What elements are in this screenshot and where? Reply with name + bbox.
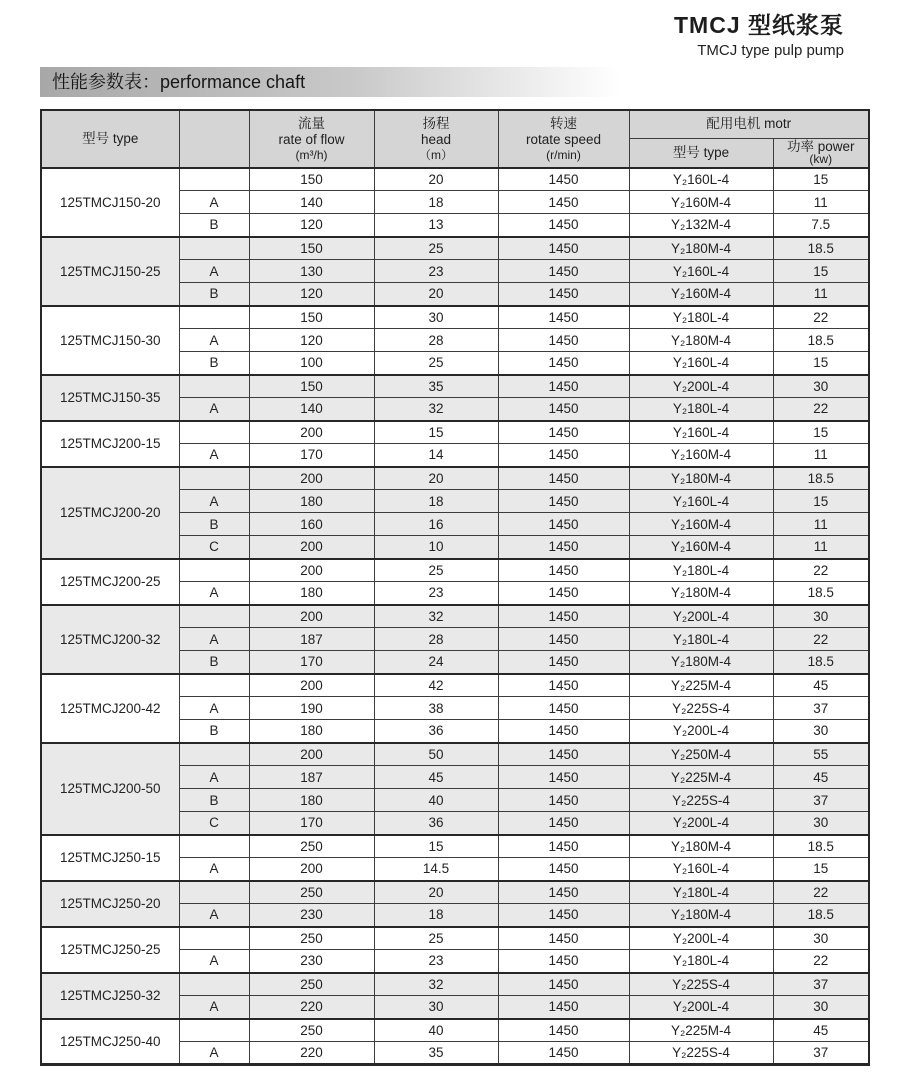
flow-cell: 230 <box>249 950 374 973</box>
power-cell: 18.5 <box>773 237 869 260</box>
motor-model-cell: Y₂180L-4 <box>629 306 773 329</box>
speed-cell: 1450 <box>498 490 629 513</box>
power-cell: 22 <box>773 559 869 582</box>
variant-cell <box>179 835 249 858</box>
power-cell: 30 <box>773 720 869 743</box>
head-cell: 25 <box>374 352 498 375</box>
variant-cell: A <box>179 444 249 467</box>
head-label-en: head <box>420 131 452 147</box>
power-cell: 37 <box>773 697 869 720</box>
motor-model-cell: Y₂132M-4 <box>629 214 773 237</box>
table-row <box>41 237 869 260</box>
speed-unit: (r/min) <box>546 147 581 162</box>
power-cell: 15 <box>773 168 869 191</box>
speed-cell: 1450 <box>498 812 629 835</box>
table-row <box>41 835 869 858</box>
model-cell: 125TMCJ250-20 <box>41 881 179 927</box>
motor-model-cell: Y₂160M-4 <box>629 513 773 536</box>
flow-cell: 200 <box>249 674 374 697</box>
head-cell: 20 <box>374 283 498 306</box>
flow-cell: 180 <box>249 720 374 743</box>
power-cell: 30 <box>773 605 869 628</box>
head-cell: 50 <box>374 743 498 766</box>
variant-cell: C <box>179 536 249 559</box>
variant-cell: B <box>179 214 249 237</box>
head-cell: 23 <box>374 582 498 605</box>
flow-label-en: rate of flow <box>278 131 345 147</box>
power-cell: 18.5 <box>773 835 869 858</box>
power-cell: 22 <box>773 950 869 973</box>
speed-cell: 1450 <box>498 858 629 881</box>
motor-power-label: 功率 power <box>786 138 855 154</box>
power-cell: 15 <box>773 352 869 375</box>
head-cell: 24 <box>374 651 498 674</box>
flow-cell: 187 <box>249 766 374 789</box>
variant-cell: A <box>179 398 249 421</box>
flow-cell: 140 <box>249 191 374 214</box>
speed-cell: 1450 <box>498 720 629 743</box>
flow-cell: 150 <box>249 306 374 329</box>
head-cell: 42 <box>374 674 498 697</box>
col-header-variant <box>179 110 249 168</box>
power-cell: 11 <box>773 444 869 467</box>
model-cell: 125TMCJ200-25 <box>41 559 179 605</box>
power-cell: 45 <box>773 674 869 697</box>
speed-cell: 1450 <box>498 582 629 605</box>
power-cell: 30 <box>773 996 869 1019</box>
flow-cell: 170 <box>249 444 374 467</box>
power-cell: 37 <box>773 973 869 996</box>
flow-cell: 220 <box>249 996 374 1019</box>
variant-cell <box>179 467 249 490</box>
flow-cell: 200 <box>249 421 374 444</box>
variant-cell <box>179 743 249 766</box>
head-cell: 30 <box>374 996 498 1019</box>
power-cell: 30 <box>773 375 869 398</box>
head-cell: 15 <box>374 421 498 444</box>
variant-cell: A <box>179 904 249 927</box>
speed-cell: 1450 <box>498 766 629 789</box>
motor-model-cell: Y₂200L-4 <box>629 812 773 835</box>
flow-cell: 190 <box>249 697 374 720</box>
head-cell: 40 <box>374 789 498 812</box>
flow-cell: 180 <box>249 490 374 513</box>
head-cell: 32 <box>374 605 498 628</box>
motor-model-cell: Y₂160M-4 <box>629 536 773 559</box>
motor-model-cell: Y₂180M-4 <box>629 651 773 674</box>
head-cell: 32 <box>374 973 498 996</box>
power-cell: 15 <box>773 858 869 881</box>
flow-cell: 150 <box>249 168 374 191</box>
flow-cell: 130 <box>249 260 374 283</box>
variant-cell: B <box>179 352 249 375</box>
motor-model-cell: Y₂180M-4 <box>629 904 773 927</box>
speed-cell: 1450 <box>498 674 629 697</box>
head-cell: 28 <box>374 628 498 651</box>
flow-cell: 150 <box>249 375 374 398</box>
head-cell: 20 <box>374 467 498 490</box>
power-cell: 11 <box>773 536 869 559</box>
speed-cell: 1450 <box>498 1019 629 1042</box>
flow-cell: 200 <box>249 743 374 766</box>
motor-model-cell: Y₂160M-4 <box>629 283 773 306</box>
speed-cell: 1450 <box>498 1042 629 1065</box>
col-header-flow <box>249 110 374 168</box>
motor-model-cell: Y₂200L-4 <box>629 720 773 743</box>
table-row <box>41 306 869 329</box>
speed-label-cn: 转速 <box>550 115 577 131</box>
head-cell: 36 <box>374 812 498 835</box>
flow-cell: 170 <box>249 651 374 674</box>
page-subtitle: TMCJ type pulp pump <box>697 42 844 59</box>
motor-model-cell: Y₂160L-4 <box>629 168 773 191</box>
speed-cell: 1450 <box>498 444 629 467</box>
variant-cell: A <box>179 858 249 881</box>
section-header-bar <box>40 67 868 97</box>
variant-cell: B <box>179 720 249 743</box>
head-cell: 40 <box>374 1019 498 1042</box>
flow-cell: 200 <box>249 605 374 628</box>
motor-model-cell: Y₂180L-4 <box>629 628 773 651</box>
power-cell: 22 <box>773 398 869 421</box>
motor-model-cell: Y₂180M-4 <box>629 329 773 352</box>
flow-cell: 100 <box>249 352 374 375</box>
head-cell: 14.5 <box>374 858 498 881</box>
motor-model-cell: Y₂200L-4 <box>629 927 773 950</box>
flow-cell: 200 <box>249 858 374 881</box>
motor-model-cell: Y₂180L-4 <box>629 881 773 904</box>
power-cell: 30 <box>773 927 869 950</box>
speed-label-en: rotate speed <box>525 131 602 147</box>
model-cell: 125TMCJ200-20 <box>41 467 179 559</box>
flow-cell: 230 <box>249 904 374 927</box>
variant-cell: B <box>179 513 249 536</box>
motor-model-cell: Y₂200L-4 <box>629 605 773 628</box>
head-cell: 32 <box>374 398 498 421</box>
variant-cell <box>179 1019 249 1042</box>
variant-cell: A <box>179 260 249 283</box>
variant-cell: C <box>179 812 249 835</box>
power-cell: 15 <box>773 421 869 444</box>
variant-cell: A <box>179 766 249 789</box>
page-header <box>0 0 900 59</box>
flow-cell: 140 <box>249 398 374 421</box>
head-cell: 10 <box>374 536 498 559</box>
model-cell: 125TMCJ150-35 <box>41 375 179 421</box>
head-cell: 36 <box>374 720 498 743</box>
flow-cell: 220 <box>249 1042 374 1065</box>
speed-cell: 1450 <box>498 996 629 1019</box>
table-row <box>41 743 869 766</box>
table-row <box>41 375 869 398</box>
motor-model-cell: Y₂225S-4 <box>629 697 773 720</box>
head-cell: 35 <box>374 375 498 398</box>
flow-cell: 250 <box>249 1019 374 1042</box>
speed-cell: 1450 <box>498 881 629 904</box>
model-cell: 125TMCJ250-25 <box>41 927 179 973</box>
head-cell: 30 <box>374 306 498 329</box>
speed-cell: 1450 <box>498 651 629 674</box>
power-cell: 37 <box>773 1042 869 1065</box>
speed-cell: 1450 <box>498 536 629 559</box>
motor-model-cell: Y₂180L-4 <box>629 398 773 421</box>
head-cell: 25 <box>374 237 498 260</box>
variant-cell: A <box>179 329 249 352</box>
motor-model-cell: Y₂160L-4 <box>629 490 773 513</box>
col-header-speed <box>498 110 629 168</box>
head-cell: 38 <box>374 697 498 720</box>
speed-cell: 1450 <box>498 835 629 858</box>
col-header-model-label: 型号 type <box>82 130 139 146</box>
motor-model-cell: Y₂160L-4 <box>629 352 773 375</box>
table-body <box>41 168 869 1065</box>
power-cell: 15 <box>773 260 869 283</box>
speed-cell: 1450 <box>498 950 629 973</box>
flow-cell: 200 <box>249 559 374 582</box>
flow-unit: (m³/h) <box>295 147 328 162</box>
motor-model-cell: Y₂225S-4 <box>629 789 773 812</box>
speed-cell: 1450 <box>498 904 629 927</box>
motor-model-cell: Y₂160L-4 <box>629 260 773 283</box>
power-cell: 18.5 <box>773 651 869 674</box>
table-row <box>41 559 869 582</box>
model-cell: 125TMCJ150-25 <box>41 237 179 306</box>
table-row <box>41 421 869 444</box>
head-cell: 14 <box>374 444 498 467</box>
head-cell: 18 <box>374 191 498 214</box>
head-cell: 18 <box>374 490 498 513</box>
flow-cell: 250 <box>249 881 374 904</box>
motor-model-cell: Y₂160M-4 <box>629 191 773 214</box>
table-row <box>41 674 869 697</box>
head-cell: 18 <box>374 904 498 927</box>
motor-model-cell: Y₂160L-4 <box>629 421 773 444</box>
flow-cell: 180 <box>249 582 374 605</box>
section-label: 性能参数表：performance chaft <box>52 72 306 92</box>
motor-model-cell: Y₂225S-4 <box>629 973 773 996</box>
flow-cell: 150 <box>249 237 374 260</box>
power-cell: 18.5 <box>773 467 869 490</box>
power-cell: 22 <box>773 881 869 904</box>
model-cell: 125TMCJ150-30 <box>41 306 179 375</box>
model-cell: 125TMCJ200-15 <box>41 421 179 467</box>
head-cell: 45 <box>374 766 498 789</box>
table-row <box>41 605 869 628</box>
head-cell: 13 <box>374 214 498 237</box>
motor-model-cell: Y₂180M-4 <box>629 467 773 490</box>
speed-cell: 1450 <box>498 605 629 628</box>
speed-cell: 1450 <box>498 329 629 352</box>
speed-cell: 1450 <box>498 306 629 329</box>
col-header-motor-model <box>629 138 773 168</box>
speed-cell: 1450 <box>498 513 629 536</box>
speed-cell: 1450 <box>498 283 629 306</box>
head-cell: 23 <box>374 950 498 973</box>
page-title: TMCJ 型纸浆泵 <box>674 12 844 38</box>
variant-cell <box>179 927 249 950</box>
head-cell: 20 <box>374 168 498 191</box>
power-cell: 18.5 <box>773 582 869 605</box>
motor-model-cell: Y₂250M-4 <box>629 743 773 766</box>
power-cell: 15 <box>773 490 869 513</box>
col-header-motor-group <box>629 110 869 138</box>
table-row <box>41 1019 869 1042</box>
power-cell: 55 <box>773 743 869 766</box>
motor-model-cell: Y₂180L-4 <box>629 950 773 973</box>
motor-model-cell: Y₂225M-4 <box>629 1019 773 1042</box>
model-cell: 125TMCJ200-42 <box>41 674 179 743</box>
speed-cell: 1450 <box>498 927 629 950</box>
head-cell: 28 <box>374 329 498 352</box>
flow-cell: 250 <box>249 973 374 996</box>
head-unit: （m） <box>419 147 453 162</box>
power-cell: 18.5 <box>773 904 869 927</box>
speed-cell: 1450 <box>498 973 629 996</box>
variant-cell <box>179 168 249 191</box>
motor-model-cell: Y₂200L-4 <box>629 375 773 398</box>
model-cell: 125TMCJ250-32 <box>41 973 179 1019</box>
flow-cell: 120 <box>249 329 374 352</box>
variant-cell <box>179 306 249 329</box>
head-cell: 20 <box>374 881 498 904</box>
variant-cell <box>179 881 249 904</box>
power-cell: 11 <box>773 283 869 306</box>
power-cell: 11 <box>773 191 869 214</box>
flow-label-cn: 流量 <box>298 115 325 131</box>
speed-cell: 1450 <box>498 375 629 398</box>
flow-cell: 120 <box>249 283 374 306</box>
variant-cell <box>179 237 249 260</box>
speed-cell: 1450 <box>498 628 629 651</box>
motor-power-unit: (kw) <box>809 152 833 167</box>
variant-cell: A <box>179 1042 249 1065</box>
head-cell: 25 <box>374 927 498 950</box>
variant-cell <box>179 421 249 444</box>
variant-cell: B <box>179 283 249 306</box>
model-cell: 125TMCJ250-40 <box>41 1019 179 1065</box>
flow-cell: 170 <box>249 812 374 835</box>
motor-model-cell: Y₂225M-4 <box>629 674 773 697</box>
variant-cell: A <box>179 950 249 973</box>
variant-cell <box>179 559 249 582</box>
speed-cell: 1450 <box>498 352 629 375</box>
power-cell: 45 <box>773 766 869 789</box>
flow-cell: 250 <box>249 927 374 950</box>
model-cell: 125TMCJ200-50 <box>41 743 179 835</box>
variant-cell: A <box>179 582 249 605</box>
motor-model-cell: Y₂160M-4 <box>629 444 773 467</box>
model-cell: 125TMCJ150-20 <box>41 168 179 237</box>
speed-cell: 1450 <box>498 467 629 490</box>
speed-cell: 1450 <box>498 789 629 812</box>
variant-cell: A <box>179 490 249 513</box>
head-cell: 25 <box>374 559 498 582</box>
motor-model-cell: Y₂180M-4 <box>629 582 773 605</box>
speed-cell: 1450 <box>498 743 629 766</box>
variant-cell <box>179 674 249 697</box>
speed-cell: 1450 <box>498 260 629 283</box>
col-header-motor-power <box>773 138 869 168</box>
power-cell: 30 <box>773 812 869 835</box>
flow-cell: 120 <box>249 214 374 237</box>
speed-cell: 1450 <box>498 214 629 237</box>
head-cell: 16 <box>374 513 498 536</box>
speed-cell: 1450 <box>498 398 629 421</box>
flow-cell: 180 <box>249 789 374 812</box>
motor-model-cell: Y₂225M-4 <box>629 766 773 789</box>
flow-cell: 160 <box>249 513 374 536</box>
speed-cell: 1450 <box>498 421 629 444</box>
motor-model-cell: Y₂200L-4 <box>629 996 773 1019</box>
table-row <box>41 168 869 191</box>
variant-cell: B <box>179 789 249 812</box>
power-cell: 22 <box>773 628 869 651</box>
power-cell: 37 <box>773 789 869 812</box>
variant-cell: A <box>179 628 249 651</box>
variant-cell: B <box>179 651 249 674</box>
motor-model-cell: Y₂225S-4 <box>629 1042 773 1065</box>
variant-cell <box>179 973 249 996</box>
speed-cell: 1450 <box>498 237 629 260</box>
power-cell: 11 <box>773 513 869 536</box>
variant-cell <box>179 605 249 628</box>
motor-model-cell: Y₂180M-4 <box>629 237 773 260</box>
model-cell: 125TMCJ200-32 <box>41 605 179 674</box>
table-row <box>41 927 869 950</box>
speed-cell: 1450 <box>498 191 629 214</box>
motor-model-label: 型号 type <box>672 144 730 160</box>
col-header-model <box>41 110 179 168</box>
variant-cell: A <box>179 697 249 720</box>
power-cell: 22 <box>773 306 869 329</box>
head-cell: 35 <box>374 1042 498 1065</box>
table-header <box>41 110 869 168</box>
table-row <box>41 973 869 996</box>
power-cell: 45 <box>773 1019 869 1042</box>
col-header-head <box>374 110 498 168</box>
table-row <box>41 467 869 490</box>
motor-group-label: 配用电机 motr <box>706 116 792 132</box>
power-cell: 18.5 <box>773 329 869 352</box>
variant-cell: A <box>179 191 249 214</box>
speed-cell: 1450 <box>498 168 629 191</box>
motor-model-cell: Y₂160L-4 <box>629 858 773 881</box>
power-cell: 7.5 <box>773 214 869 237</box>
motor-model-cell: Y₂180M-4 <box>629 835 773 858</box>
speed-cell: 1450 <box>498 559 629 582</box>
flow-cell: 200 <box>249 467 374 490</box>
flow-cell: 200 <box>249 536 374 559</box>
flow-cell: 187 <box>249 628 374 651</box>
motor-model-cell: Y₂180L-4 <box>629 559 773 582</box>
variant-cell <box>179 375 249 398</box>
model-cell: 125TMCJ250-15 <box>41 835 179 881</box>
head-cell: 23 <box>374 260 498 283</box>
flow-cell: 250 <box>249 835 374 858</box>
performance-table <box>40 109 870 1066</box>
head-label-cn: 扬程 <box>422 115 450 131</box>
variant-cell: A <box>179 996 249 1019</box>
head-cell: 15 <box>374 835 498 858</box>
table-row <box>41 881 869 904</box>
speed-cell: 1450 <box>498 697 629 720</box>
